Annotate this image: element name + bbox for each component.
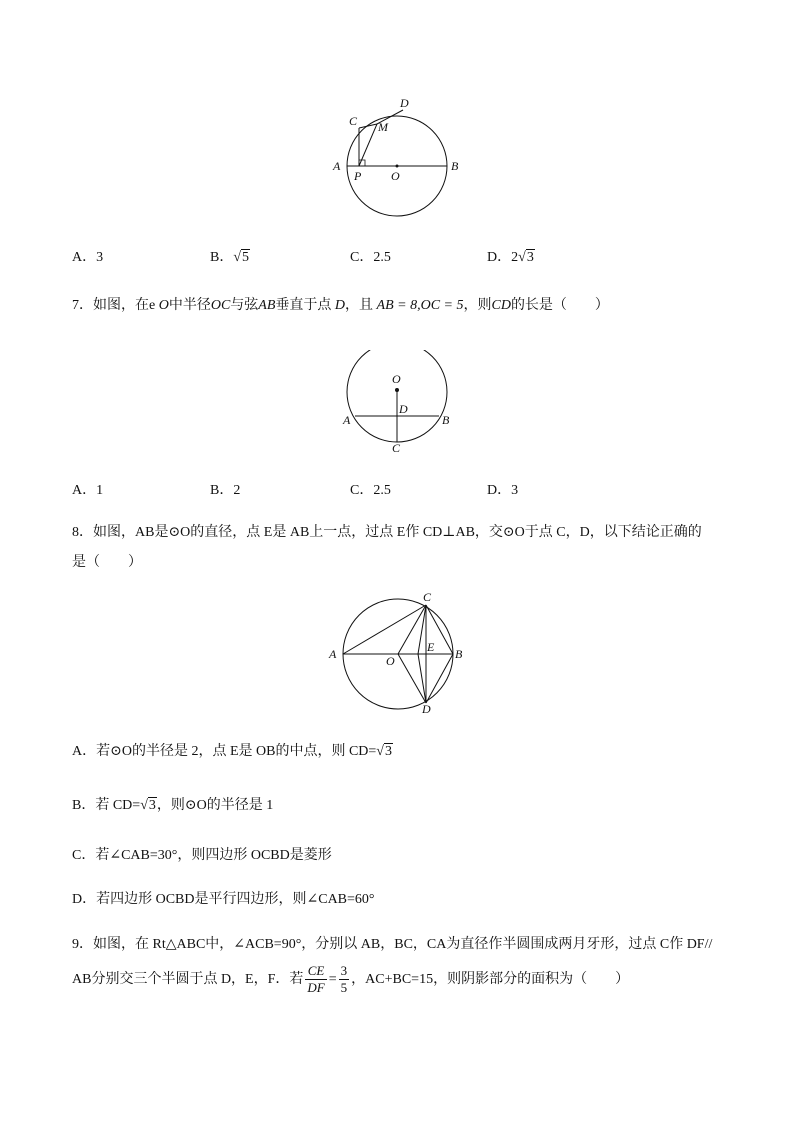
fraction-denominator: 5 (340, 980, 348, 996)
label-b: B (442, 413, 450, 427)
radicand: 3 (148, 798, 156, 813)
label-e: E (427, 640, 435, 654)
q7-ab: AB (258, 298, 276, 313)
figure-q7 (335, 350, 465, 460)
label-o: O (392, 372, 401, 386)
q7-equation: AB = 8,OC = 5 (376, 298, 464, 313)
question-9-line-2 (72, 961, 629, 999)
fraction-numerator: CE (305, 963, 326, 980)
radicand: 3 (526, 250, 534, 265)
q6-option-b (210, 246, 250, 266)
option-value: 2 (233, 483, 241, 498)
q7-option-b (210, 479, 240, 499)
q8-option-a (72, 742, 393, 762)
label-o: O (386, 654, 395, 668)
label-o: O (391, 169, 400, 183)
question-8-line-1: 8．如图，AB是⊙O的直径，点 E是 AB上一点，过点 E作 CD⊥AB，交⊙O于点 C，D，以下结论正确的 (72, 525, 702, 540)
option-letter: C． (350, 483, 374, 498)
segment-bd (426, 654, 453, 703)
question-7 (72, 296, 609, 316)
equals-sign: = (328, 972, 337, 987)
question-8-line-2: 是（ ） (72, 555, 142, 570)
q7-text: 中半径 (168, 298, 211, 313)
coefficient: 2 (511, 250, 519, 265)
q7-oc: OC (210, 298, 231, 313)
option-value: 1 (96, 483, 104, 498)
label-c: C (349, 114, 358, 128)
option-letter: A． (72, 250, 97, 265)
option-value: 3 (511, 483, 519, 498)
segment-ac (343, 605, 426, 654)
label-d: D (399, 402, 408, 416)
q7-option-d (487, 479, 518, 499)
q7-o: O (158, 298, 169, 313)
q8-option-b (72, 796, 273, 816)
fraction-denominator: DF (307, 980, 325, 996)
circle-symbol: e (149, 298, 156, 313)
figure-q6 (330, 90, 470, 225)
sqrt-expression: √5 (233, 250, 250, 265)
q8-option-d: D．若四边形 OCBD是平行四边形，则∠CAB=60° (72, 892, 375, 907)
q7-text: 7．如图，在 (72, 298, 149, 313)
label-a: A (329, 647, 337, 661)
center-dot (395, 388, 399, 392)
option-letter: D． (487, 250, 512, 265)
label-p: P (354, 169, 362, 183)
q9-text: AB分别交三个半圆于点 D，E，F．若 (72, 972, 304, 987)
label-m: M (378, 120, 388, 134)
segment-cm (359, 124, 377, 128)
label-a: A (333, 159, 341, 173)
option-value: 3 (96, 250, 104, 265)
q7-text: 垂直于点 (275, 298, 332, 313)
option-letter: B． (210, 250, 234, 265)
center-dot (396, 165, 399, 168)
option-letter: B． (210, 483, 234, 498)
q6-option-a (72, 246, 103, 266)
sqrt-expression: √3 (376, 744, 392, 759)
q7-option-a (72, 479, 103, 499)
q7-text: ，则 (463, 298, 492, 313)
label-b: B (455, 647, 463, 661)
label-c: C (423, 590, 432, 604)
radicand: 3 (384, 744, 392, 759)
option-value: 2.5 (373, 483, 391, 498)
fraction-ce-df (305, 963, 326, 996)
radicand: 5 (242, 250, 250, 265)
q7-cd: CD (491, 298, 511, 313)
label-d: D (422, 702, 431, 716)
label-a: A (343, 413, 351, 427)
option-text: A．若⊙O的半径是 2，点 E是 OB的中点，则 CD= (72, 744, 377, 759)
q7-text: ，且 (345, 298, 374, 313)
option-text: B．若 CD= (72, 798, 141, 813)
label-b: B (451, 159, 459, 173)
figure-q8 (322, 590, 472, 720)
question-9-line-1: 9．如图，在 Rt△ABC中，∠ACB=90°，分别以 AB，BC，CA为直径作半圆围成两月牙形，过点 C作 DF// (72, 937, 713, 952)
q7-text: 与弦 (230, 298, 259, 313)
sqrt-expression: √3 (140, 798, 156, 813)
option-letter: C． (350, 250, 374, 265)
q7-d: D (334, 298, 346, 313)
option-value: 2.5 (373, 250, 391, 265)
q6-option-d (487, 246, 535, 266)
q7-text: 的长是（ ） (510, 298, 609, 313)
label-c: C (392, 441, 401, 455)
option-text: ，则⊙O的半径是 1 (156, 798, 274, 813)
option-letter: D． (487, 483, 512, 498)
sqrt-expression: √3 (518, 250, 534, 265)
q8-option-c: C．若∠CAB=30°，则四边形 OCBD是菱形 (72, 848, 332, 863)
q6-option-c (350, 246, 391, 266)
q9-text: ，AC+BC=15，则阴影部分的面积为（ ） (351, 972, 630, 987)
fraction-3-5 (339, 963, 350, 996)
q7-option-c (350, 479, 391, 499)
label-d: D (400, 96, 409, 110)
option-letter: A． (72, 483, 97, 498)
fraction-numerator: 3 (340, 963, 348, 979)
